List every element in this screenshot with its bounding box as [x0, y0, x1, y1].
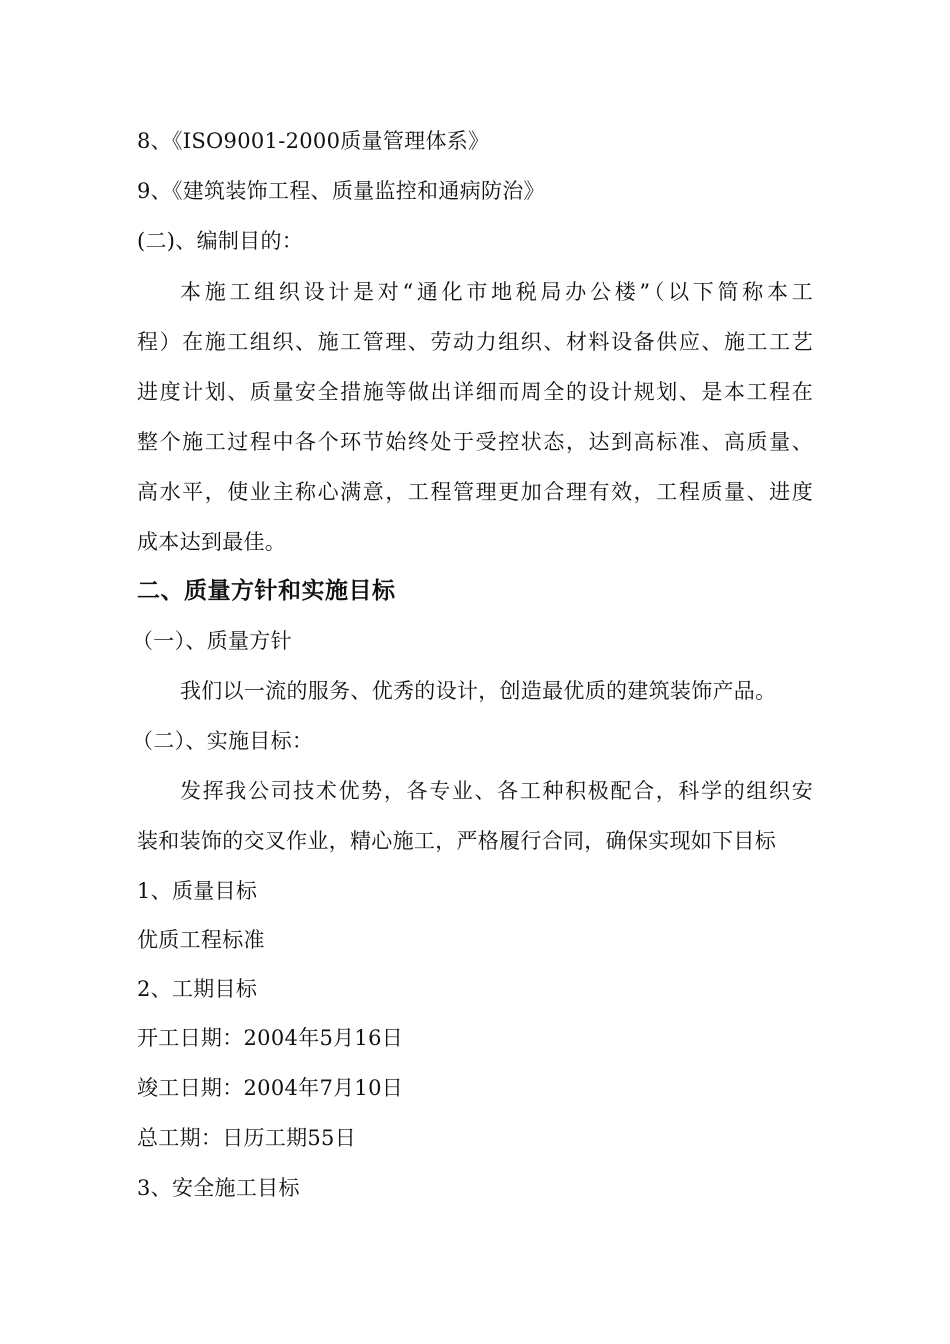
- subsection-title-targets: （二）、实施目标：: [132, 729, 314, 753]
- reference-item-9: 9、《建筑装饰工程、质量监控和通病防治》: [137, 179, 545, 203]
- target-item: 优质工程标准: [137, 928, 265, 952]
- target-item: 总工期：日历工期55日: [137, 1126, 357, 1150]
- paragraph-line: 本施工组织设计是对“通化市地税局办公楼”（以下简称本工: [180, 280, 813, 304]
- target-item: 2、工期目标: [137, 977, 258, 1001]
- paragraph-line: 发挥我公司技术优势，各专业、各工种积极配合，科学的组织安: [180, 779, 813, 803]
- paragraph-line: 成本达到最佳。: [137, 530, 287, 554]
- target-item: 1、质量目标: [137, 879, 258, 903]
- paragraph-line: 进度计划、质量安全措施等做出详细而周全的设计规划、是本工程在: [137, 380, 813, 404]
- subsection-title-purpose: (二)、编制目的：: [137, 229, 304, 253]
- subsection-title-quality-policy: （一）、质量方针: [132, 629, 292, 653]
- paragraph-line: 装和装饰的交叉作业，精心施工，严格履行合同，确保实现如下目标: [137, 829, 776, 853]
- reference-item-8: 8、《ISO9001-2000质量管理体系》: [137, 129, 490, 153]
- target-item: 开工日期：2004年5月16日: [137, 1026, 404, 1050]
- quality-policy-text: 我们以一流的服务、优秀的设计，创造最优质的建筑装饰产品。: [180, 679, 777, 703]
- paragraph-line: 整个施工过程中各个环节始终处于受控状态，达到高标准、高质量、: [137, 430, 813, 454]
- target-item: 竣工日期：2004年7月10日: [137, 1076, 404, 1100]
- section-heading: 二、质量方针和实施目标: [137, 578, 396, 604]
- paragraph-line: 高水平，使业主称心满意，工程管理更加合理有效，工程质量、进度: [137, 480, 813, 504]
- paragraph-line: 程）在施工组织、施工管理、劳动力组织、材料设备供应、施工工艺: [137, 330, 813, 354]
- target-item: 3、安全施工目标: [137, 1176, 300, 1200]
